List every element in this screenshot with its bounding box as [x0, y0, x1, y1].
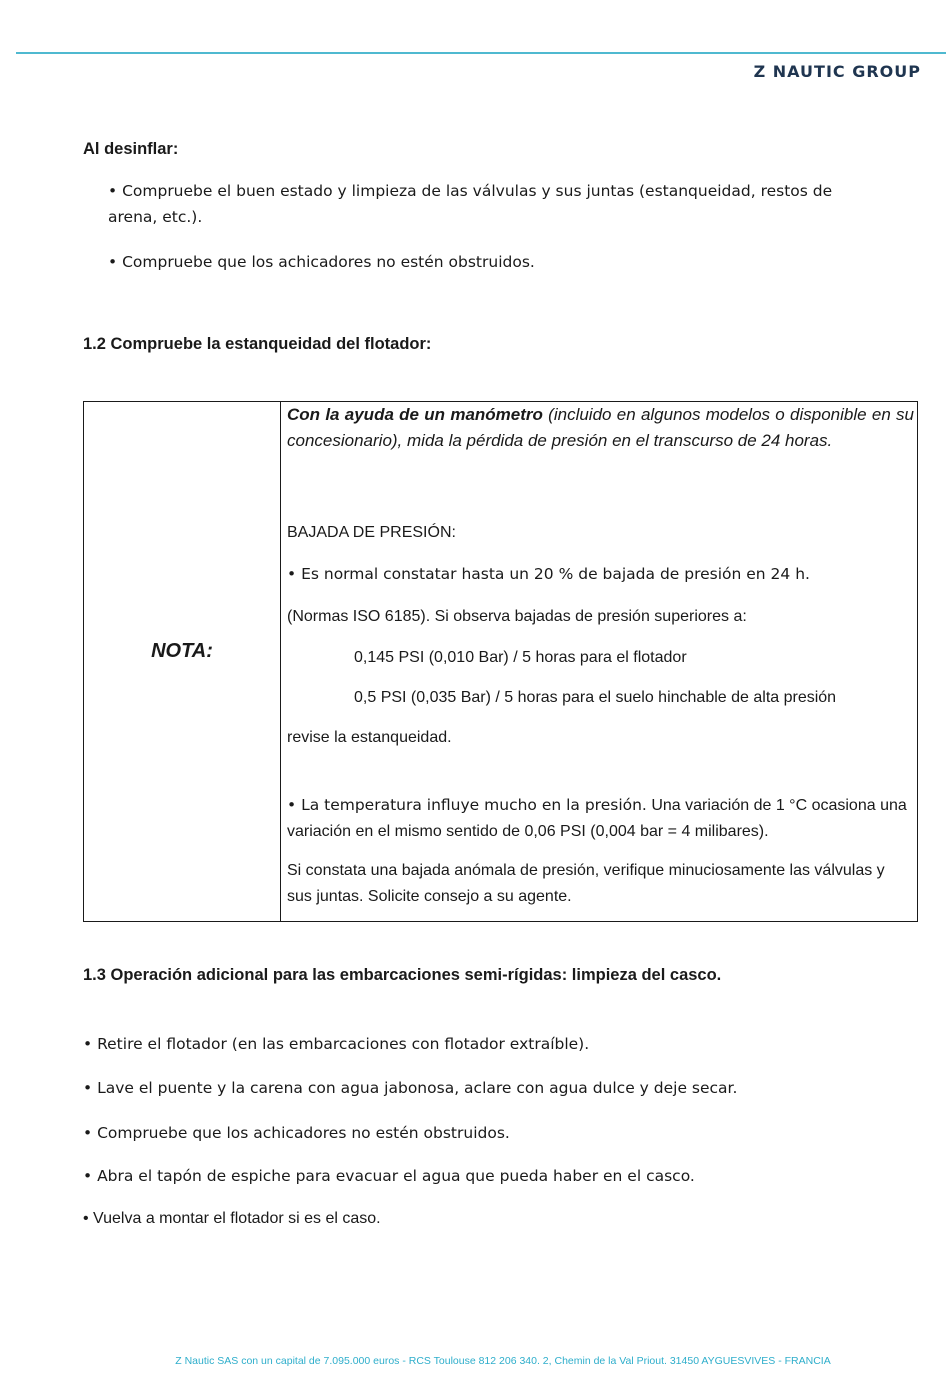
hull-item-4: • Abra el tapón de espiche para evacuar el agua que pueda haber en el casco. — [83, 1167, 695, 1185]
note-label: NOTA: — [151, 640, 213, 662]
deflate-item-1-cont: arena, etc.). — [108, 208, 203, 226]
deflate-item-2: • Compruebe que los achicadores no estén obstruidos. — [108, 253, 535, 271]
note-drop-title: BAJADA DE PRESIÓN: — [287, 524, 456, 541]
hull-item-1: • Retire el flotador (en las embarcaciones con flotador extraíble). — [83, 1035, 590, 1053]
note-norms: (Normas ISO 6185). Si observa bajadas de presión superiores a: — [287, 608, 747, 625]
deflate-heading: Al desinflar: — [83, 140, 179, 158]
deflate-item-1: • Compruebe el buen estado y limpieza de las válvulas y sus juntas (estanqueidad, restos de — [108, 182, 833, 200]
brand-logo-text: Z NAUTIC GROUP — [753, 62, 921, 81]
section-1-3-heading: 1.3 Operación adicional para las embarcaciones semi-rígidas: limpieza del casco. — [83, 966, 722, 984]
section-1-2-heading: 1.2 Compruebe la estanqueidad del flotador: — [83, 335, 432, 353]
footer-company-info: Z Nautic SAS con un capital de 7.095.000 euros - RCS Toulouse 812 206 340. 2, Chemin de la Val Priout. 31450 AYGUESVIVES - FRANCIA — [175, 1355, 831, 1367]
header-rule — [16, 52, 946, 54]
note-limit-2: 0,5 PSI (0,035 Bar) / 5 horas para el suelo hinchable de alta presión — [354, 689, 837, 706]
hull-item-5: • Vuelva a montar el flotador si es el caso. — [83, 1210, 381, 1227]
note-normal: • Es normal constatar hasta un 20 % de bajada de presión en 24 h. — [287, 565, 810, 583]
note-limit-1: 0,145 PSI (0,010 Bar) / 5 horas para el flotador — [354, 649, 687, 666]
note-anomaly: Si constata una bajada anómala de presión, verifique minuciosamente las válvulas y sus juntas. Solicite consejo a su agente. — [287, 862, 885, 905]
hull-item-3: • Compruebe que los achicadores no estén obstruidos. — [83, 1124, 510, 1142]
note-table-divider — [280, 402, 281, 921]
note-temperature — [287, 793, 914, 844]
note-temperature-lead: • La temperatura influye mucho en la presión. — [287, 796, 647, 814]
note-intro-lead: Con la ayuda de un manómetro — [287, 405, 543, 424]
note-temperature-rest: Una variación de 1 °C ocasiona una variación en el mismo sentido de 0,06 PSI (0,004 bar = 4 milibares). — [287, 797, 907, 840]
note-table — [83, 401, 918, 922]
note-check: revise la estanqueidad. — [287, 729, 452, 746]
note-intro — [287, 402, 914, 453]
note-intro-rest: (incluido en algunos modelos o disponible en su concesionario), mida la pérdida de presión en el transcurso de 24 horas. — [287, 405, 914, 450]
hull-item-2: • Lave el puente y la carena con agua jabonosa, aclare con agua dulce y deje secar. — [83, 1079, 738, 1097]
